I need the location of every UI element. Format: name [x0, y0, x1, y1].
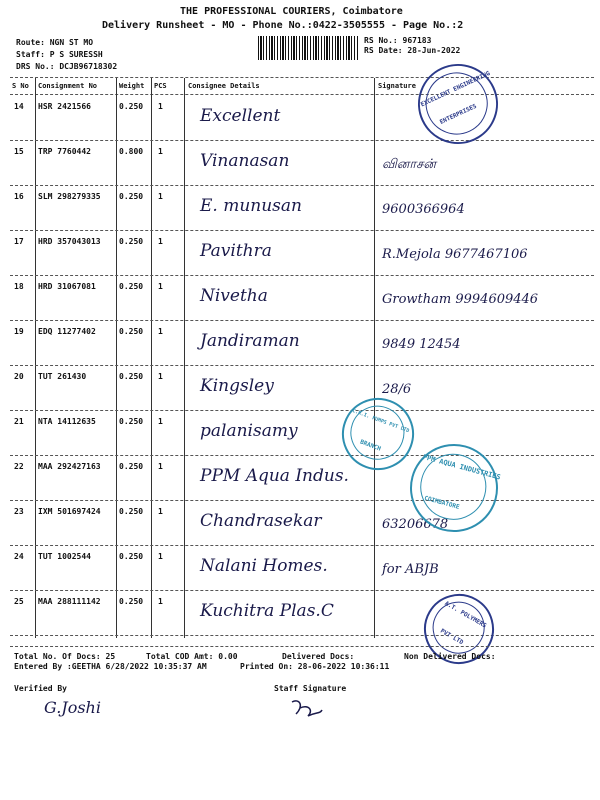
- row-signature: 9600366964: [382, 202, 465, 217]
- row-pcs: 1: [158, 192, 163, 201]
- divider: [10, 77, 594, 78]
- row-pcs: 1: [158, 102, 163, 111]
- divider: [10, 320, 594, 321]
- staff-signature-label: Staff Signature: [274, 684, 347, 693]
- row-sno: 14: [14, 102, 24, 111]
- runsheet-line: Delivery Runsheet - MO - Phone No.:0422-3505555 - Page No.:2: [102, 20, 464, 31]
- row-pcs: 1: [158, 597, 163, 606]
- row-sno: 17: [14, 237, 24, 246]
- column-rule: [151, 78, 152, 638]
- row-sno: 24: [14, 552, 24, 561]
- verifier-signature: G.Joshi: [44, 698, 101, 717]
- row-consignee: Jandiraman: [200, 331, 300, 351]
- row-weight: 0.250: [119, 417, 144, 426]
- row-consignee: Nalani Homes.: [200, 556, 328, 576]
- row-signature: 28/6: [382, 382, 412, 397]
- company-stamp: [411, 581, 507, 677]
- row-weight: 0.250: [119, 597, 144, 606]
- col-pcs: PCS: [154, 82, 167, 90]
- divider: [10, 230, 594, 231]
- rs-number: RS No.: 967183: [364, 36, 432, 45]
- row-weight: 0.250: [119, 372, 144, 381]
- row-weight: 0.250: [119, 237, 144, 246]
- row-signature: Growtham 9994609446: [382, 292, 539, 307]
- entered-by: Entered By :GEETHA 6/28/2022 10:35:37 AM: [14, 662, 207, 671]
- col-weight: Weight: [119, 82, 145, 90]
- row-signature: 9849 12454: [382, 337, 461, 352]
- divider: [10, 410, 594, 411]
- stamp-text: C.R.I. PUMPS PVT LTD: [351, 408, 410, 435]
- row-weight: 0.800: [119, 147, 144, 156]
- divider: [10, 94, 594, 95]
- row-pcs: 1: [158, 237, 163, 246]
- row-pcs: 1: [158, 417, 163, 426]
- row-sno: 20: [14, 372, 24, 381]
- row-pcs: 1: [158, 327, 163, 336]
- divider: [10, 500, 594, 501]
- row-sno: 15: [14, 147, 24, 156]
- staff-label: Staff: P S SURESSH: [16, 50, 103, 59]
- rs-date: RS Date: 28-Jun-2022: [364, 46, 461, 55]
- total-cod: Total COD Amt: 0.00: [146, 652, 238, 661]
- divider: [10, 275, 594, 276]
- column-rule: [116, 78, 117, 638]
- non-delivered-docs: Non Delivered Docs:: [404, 652, 496, 661]
- row-pcs: 1: [158, 552, 163, 561]
- col-signature: Signature: [378, 82, 416, 90]
- row-consignee: Pavithra: [200, 241, 272, 261]
- divider: [10, 365, 594, 366]
- col-consignment: Consignment No: [38, 82, 98, 90]
- total-docs: Total No. Of Docs: 25: [14, 652, 116, 661]
- stamp-text: PPM AQUA INDUSTRIES: [421, 453, 502, 482]
- row-consignment: IXM 501697424: [38, 507, 101, 516]
- row-consignee: PPM Aqua Indus.: [200, 466, 349, 486]
- row-weight: 0.250: [119, 462, 144, 471]
- row-weight: 0.250: [119, 192, 144, 201]
- row-consignee: Chandrasekar: [200, 511, 322, 531]
- divider: [10, 185, 594, 186]
- divider: [10, 140, 594, 141]
- divider: [10, 590, 594, 591]
- row-signature: for ABJB: [382, 562, 439, 577]
- delivered-docs: Delivered Docs:: [282, 652, 355, 661]
- row-sno: 19: [14, 327, 24, 336]
- row-sno: 25: [14, 597, 24, 606]
- staff-signature-scribble: [290, 696, 324, 720]
- row-pcs: 1: [158, 282, 163, 291]
- drs-label: DRS No.: DCJB96718302: [16, 62, 118, 71]
- row-consignee: palanisamy: [200, 421, 298, 441]
- printed-on: Printed On: 28-06-2022 10:36:11: [240, 662, 390, 671]
- stamp-text: COIMBATORE: [423, 494, 461, 511]
- col-sno: S No: [12, 82, 29, 90]
- barcode: [258, 36, 358, 60]
- column-rule: [374, 78, 375, 638]
- column-rule: [184, 78, 185, 638]
- stamp-text: ENTERPRISES: [438, 102, 478, 126]
- row-pcs: 1: [158, 462, 163, 471]
- stamp-text: A.T. POLYMERS: [443, 600, 488, 630]
- row-weight: 0.250: [119, 327, 144, 336]
- row-consignment: TRP 7760442: [38, 147, 91, 156]
- row-consignee: Vinanasan: [200, 151, 290, 171]
- row-sno: 16: [14, 192, 24, 201]
- row-consignment: EDQ 11277402: [38, 327, 96, 336]
- column-rule: [35, 78, 36, 638]
- row-consignee: Nivetha: [200, 286, 268, 306]
- divider: [10, 635, 594, 636]
- row-consignment: HSR 2421566: [38, 102, 91, 111]
- row-consignment: NTA 14112635: [38, 417, 96, 426]
- company-stamp: [405, 51, 511, 157]
- row-consignee: Excellent: [200, 106, 281, 126]
- row-consignment: HRD 357043013: [38, 237, 101, 246]
- verified-by-label: Verified By: [14, 684, 67, 693]
- divider: [10, 545, 594, 546]
- row-weight: 0.250: [119, 102, 144, 111]
- row-consignment: SLM 298279335: [38, 192, 101, 201]
- row-signature: வினாசன்: [382, 157, 436, 172]
- row-consignment: TUT 1002544: [38, 552, 91, 561]
- row-weight: 0.250: [119, 282, 144, 291]
- row-consignment: HRD 31067081: [38, 282, 96, 291]
- row-consignee: E. munusan: [200, 196, 302, 216]
- row-signature: 63206678: [382, 517, 449, 532]
- row-weight: 0.250: [119, 552, 144, 561]
- row-sno: 23: [14, 507, 24, 516]
- row-signature: R.Mejola 9677467106: [382, 247, 528, 262]
- stamp-text: PVT LTD: [439, 627, 465, 647]
- row-pcs: 1: [158, 372, 163, 381]
- stamp-text: BRANCH: [359, 438, 382, 453]
- row-pcs: 1: [158, 507, 163, 516]
- company-title: THE PROFESSIONAL COURIERS, Coimbatore: [180, 6, 403, 17]
- route-label: Route: NGN ST MO: [16, 38, 94, 47]
- row-consignment: MAA 288111142: [38, 597, 101, 606]
- row-pcs: 1: [158, 147, 163, 156]
- row-consignment: TUT 261430: [38, 372, 87, 381]
- row-weight: 0.250: [119, 507, 144, 516]
- row-sno: 22: [14, 462, 24, 471]
- row-sno: 18: [14, 282, 24, 291]
- divider: [10, 646, 594, 647]
- col-consignee: Consignee Details: [188, 82, 260, 90]
- row-consignee: Kuchitra Plas.C: [200, 601, 334, 621]
- row-sno: 21: [14, 417, 24, 426]
- row-consignment: MAA 292427163: [38, 462, 101, 471]
- stamp-text: EXCELLENT ENGINEERING: [419, 69, 492, 109]
- row-consignee: Kingsley: [200, 376, 274, 396]
- divider: [10, 455, 594, 456]
